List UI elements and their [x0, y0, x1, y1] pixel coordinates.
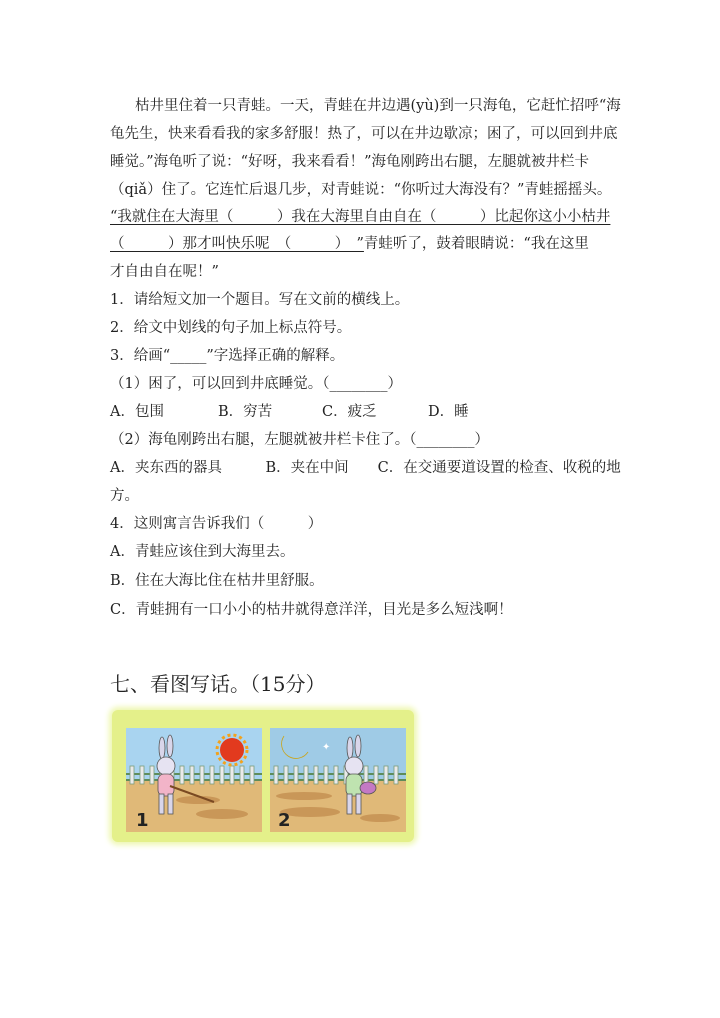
section-7-heading: 七、看图写话。（15分） — [110, 672, 326, 696]
passage-line-5-underlined: “我就住在大海里（ ）我在大海里自由自在（ ）比起你这小小枯井 — [110, 209, 611, 225]
passage-line-4: （qiǎ）住了。它连忙后退几步，对青蛙说：“你听过大海没有？”青蛙摇摇头。 — [110, 182, 612, 198]
question-3-1-options — [110, 402, 469, 422]
passage-line-6-rest: 青蛙听了，鼓着眼睛说：“我在这里 — [363, 236, 589, 252]
question-2: 2．给文中划线的句子加上标点符号。 — [110, 320, 352, 336]
question-4-option-a: A．青蛙应该住到大海里去。 — [110, 544, 295, 560]
passage-line-2: 龟先生，快来看看我的家多舒服！热了，可以在井边歇凉；困了，可以回到井底 — [110, 126, 618, 142]
picture-frame — [112, 710, 414, 842]
passage-line-1: 枯井里住着一只青蛙。一天，青蛙在井边遇(yù)到一只海龟，它赶忙招呼“海 — [135, 98, 621, 114]
panel-2-number: 2 — [278, 810, 291, 831]
question-4-option-c: C．青蛙拥有一口小小的枯井就得意洋洋，目光是多么短浅啊！ — [110, 602, 513, 618]
passage-line-3: 睡觉。”海龟听了说：“好呀，我来看看！”海龟刚跨出右腿，左腿就被井栏卡 — [110, 154, 589, 170]
option-c: C．疲乏 — [322, 404, 377, 420]
question-3: 3．给画“_____”字选择正确的解释。 — [110, 348, 345, 364]
question-4-option-b: B．住在大海比住在枯井里舒服。 — [110, 573, 324, 589]
question-3-2: （2）海龟刚跨出右腿，左腿就被井栏卡住了。（________） — [110, 432, 489, 448]
star-icon: ✦ — [322, 742, 331, 753]
question-4: 4．这则寓言告诉我们（ ） — [110, 516, 323, 532]
passage-line-6-underlined: （ ）那才叫快乐呢 （ ） ” — [110, 236, 364, 252]
question-3-1: （1）困了，可以回到井底睡觉。（________） — [110, 376, 402, 392]
question-3-2-options: A．夹东西的器具 B．夹在中间 C．在交通要道设置的检查、收税的地 — [110, 460, 621, 476]
option-d: D．睡 — [428, 404, 469, 420]
picture-panel-2 — [270, 728, 406, 832]
picture-panel-1 — [126, 728, 262, 832]
option-b: B．穷苦 — [218, 404, 273, 420]
panel-1-number: 1 — [136, 810, 149, 831]
question-1: 1．请给短文加一个题目。写在文前的横线上。 — [110, 292, 410, 308]
question-3-2-options-cont: 方。 — [110, 488, 139, 504]
passage-line-7: 才自由自在呢！” — [110, 264, 219, 280]
option-a: A．包围 — [110, 404, 164, 420]
passage-line-6 — [110, 234, 589, 254]
